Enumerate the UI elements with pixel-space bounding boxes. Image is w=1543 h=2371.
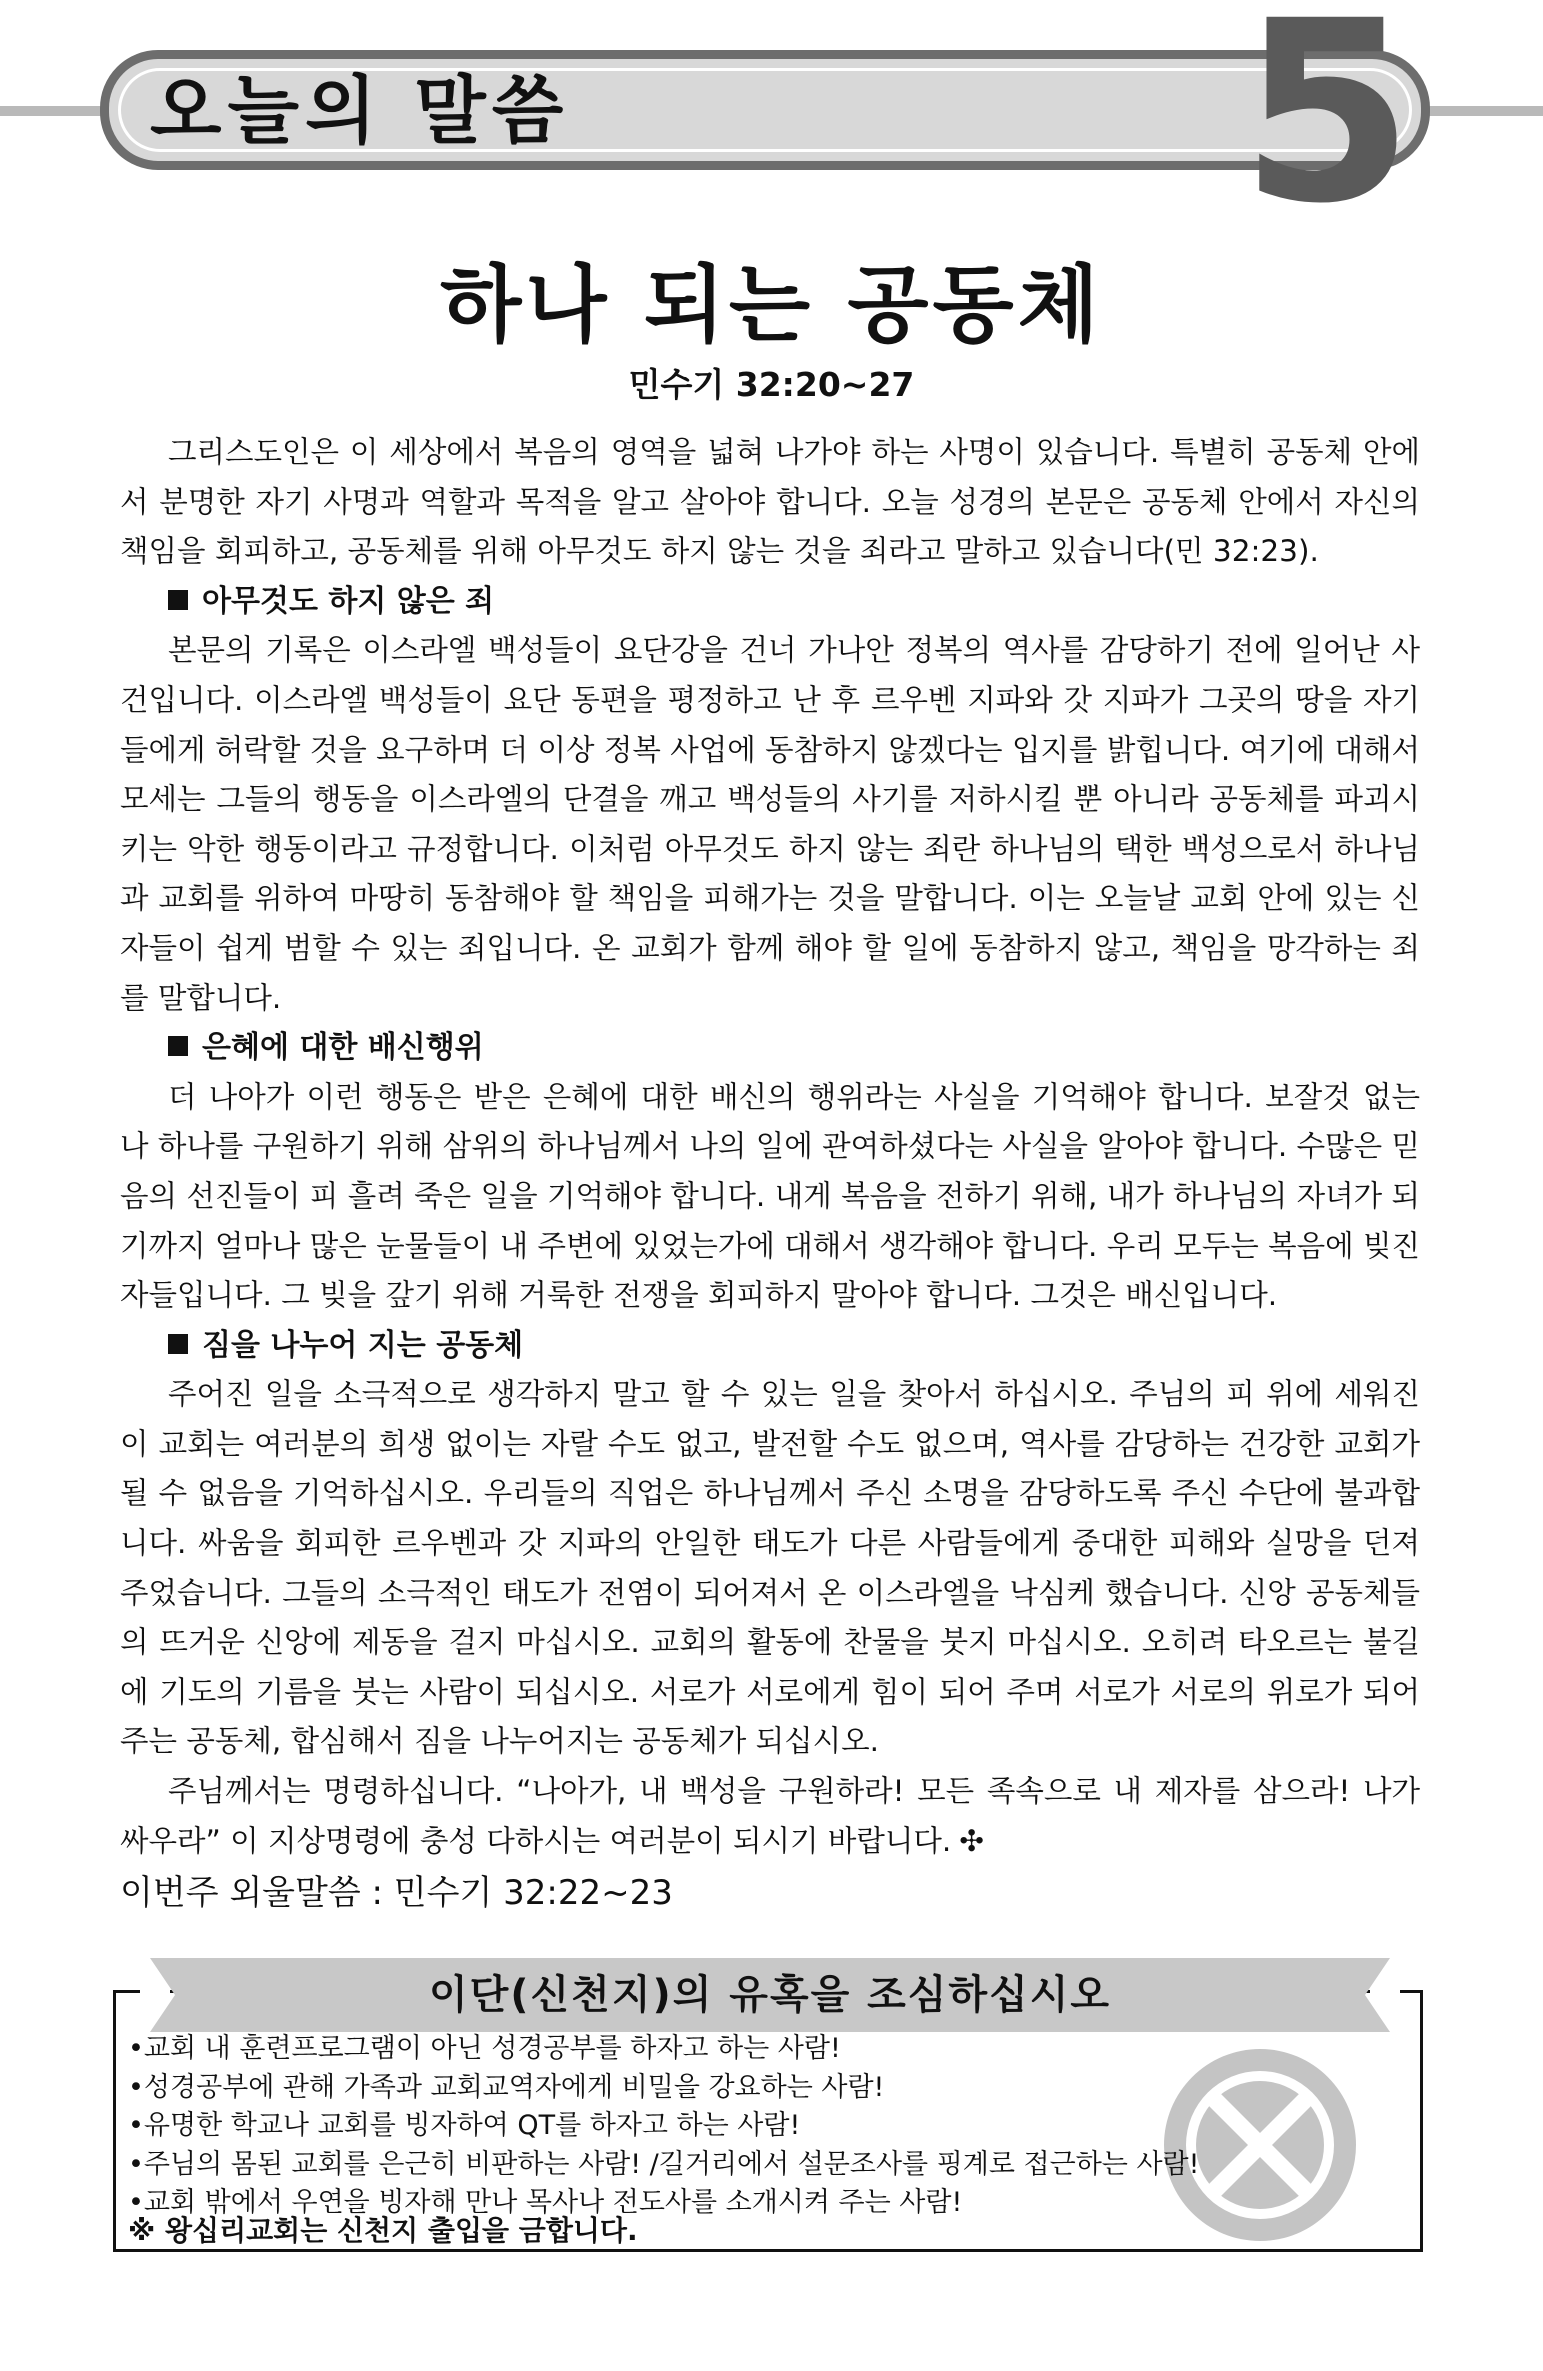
section-paragraph: 본문의 기록은 이스라엘 백성들이 요단강을 건너 가나안 정복의 역사를 감당하기 전에 일어난 사건입니다. 이스라엘 백성들이 요단 동편을 평정하고 난 후 르우벤 지파와 갓 지파가 그곳의 땅을 자기들에게 허락할 것을 요구하며 더 이상 정복 사업에 동참하지 않겠다는 입지를 밝힙니다. 여기에 대해서 모세는 그들의 행동을 이스라엘의 단결을 깨고 백성들의 사기를 저하시킬 뿐 아니라 공동체를 파괴시키는 악한 행동이라고 규정합니다. 이처럼 아무것도 하지 않는 죄란 하나님의 택한 백성으로서 하나님과 교회를 위하여 마땅히 동참해야 할 책임을 피해가는 것을 말합니다. 이는 오늘날 교회 안에 있는 신자들이 쉽게 범할 수 있는 죄입니다. 온 교회가 함께 해야 할 일에 동참하지 않고, 책임을 망각하는 죄를 말합니다. — [120, 633, 1420, 1015]
closing-text: 주님께서는 명령하십니다. “나아가, 내 백성을 구원하라! 모든 족속으로 내 제자를 삼으라! 나가 싸우라” 이 지상명령에 충성 다하시는 여러분이 되시기 바랍니다. — [120, 1774, 1420, 1858]
section-heading-text: 짐을 나누어 지는 공동체 — [202, 1327, 524, 1363]
section-paragraph: 더 나아가 이런 행동은 받은 은혜에 대한 배신의 행위라는 사실을 기억해야 합니다. 보잘것 없는 나 하나를 구원하기 위해 삼위의 하나님께서 나의 일에 관여하셨다는 사실을 알아야 합니다. 수많은 믿음의 선진들이 피 흘려 죽은 일을 기억해야 합니다. 내게 복음을 전하기 위해, 내가 하나님의 자녀가 되기까지 얼마나 많은 눈물들이 내 주변에 있었는가에 대해서 생각해야 합니다. 우리 모두는 복음에 빚진 자들입니다. 그 빚을 갚기 위해 거룩한 전쟁을 회피하지 말아야 합니다. 그것은 배신입니다. — [120, 1079, 1420, 1313]
warning-item: •교회 밖에서 우연을 빙자해 만나 목사나 전도사를 소개시켜 주는 사람! — [128, 2187, 963, 2218]
section-paragraph: 주어진 일을 소극적으로 생각하지 말고 할 수 있는 일을 찾아서 하십시오. 주님의 피 위에 세워진 이 교회는 여러분의 희생 없이는 자랄 수도 없고, 발전할 수도 없으며, 역사를 감당하는 건강한 교회가 될 수 없음을 기억하십시오. 우리들의 직업은 하나님께서 주신 소명을 감당하도록 주신 수단에 불과합니다. 싸움을 회피한 르우벤과 갓 지파의 안일한 태도가 다른 사람들에게 중대한 피해와 실망을 던져 주었습니다. 그들의 소극적인 태도가 전염이 되어져서 온 이스라엘을 낙심케 했습니다. 신앙 공동체들의 뜨거운 신앙에 제동을 걸지 마십시오. 교회의 활동에 찬물을 붓지 마십시오. 오히려 타오르는 불길에 기도의 기름을 붓는 사람이 되십시오. 서로가 서로에게 힘이 되어 주며 서로가 서로의 위로가 되어주는 공동체, 합심해서 짐을 나누어지는 공동체가 되십시오. — [120, 1377, 1420, 1759]
section-heading-text: 은혜에 대한 배신행위 — [202, 1030, 484, 1066]
end-cross-icon: ✣ — [959, 1823, 984, 1858]
warning-item: •교회 내 훈련프로그램이 아닌 성경공부를 하자고 하는 사람! — [128, 2033, 841, 2064]
section-heading-text: 아무것도 하지 않은 죄 — [202, 583, 495, 619]
sermon-body — [120, 428, 1420, 1866]
memory-verse — [120, 1868, 673, 1918]
section-title: 오늘의 말씀 — [150, 68, 570, 154]
section-heading — [120, 1023, 1420, 1073]
warning-item: •주님의 몸된 교회를 은근히 비판하는 사람! /길거리에서 설문조사를 핑계로 접근하는 사람! — [128, 2148, 1200, 2180]
square-bullet-icon — [168, 1036, 188, 1056]
warning-item: •유명한 학교나 교회를 빙자하여 QT를 하자고 하는 사람! — [128, 2110, 801, 2141]
square-bullet-icon — [168, 1334, 188, 1354]
warning-title: 이단(신천지)의 유혹을 조심하십시오 — [428, 1972, 1111, 2018]
section-heading — [120, 577, 1420, 627]
warning-item: •성경공부에 관해 가족과 교회교역자에게 비밀을 강요하는 사람! — [128, 2071, 885, 2103]
sermon-title: 하나 되는 공동체 — [440, 256, 1103, 354]
square-bullet-icon — [168, 590, 188, 610]
memory-verse-reference: 민수기 32:22~23 — [393, 1873, 673, 1913]
closing-paragraph — [120, 1767, 1420, 1866]
warning-list — [128, 2030, 1418, 2223]
memory-verse-label: 이번주 외울말씀 : — [120, 1873, 383, 1913]
warning-note: ※ 왕십리교회는 신천지 출입을 금합니다. — [128, 2214, 638, 2247]
scripture-reference: 민수기 32:20~27 — [628, 365, 915, 404]
section-heading — [120, 1321, 1420, 1371]
page-number: 5 — [1240, 0, 1414, 258]
intro-paragraph: 그리스도인은 이 세상에서 복음의 영역을 넓혀 나가야 하는 사명이 있습니다. 특별히 공동체 안에서 분명한 자기 사명과 역할과 목적을 알고 살아야 합니다. 오늘 성경의 본문은 공동체 안에서 자신의 책임을 회피하고, 공동체를 위해 아무것도 하지 않는 것을 죄라고 말하고 있습니다(민 32:23). — [120, 435, 1420, 569]
